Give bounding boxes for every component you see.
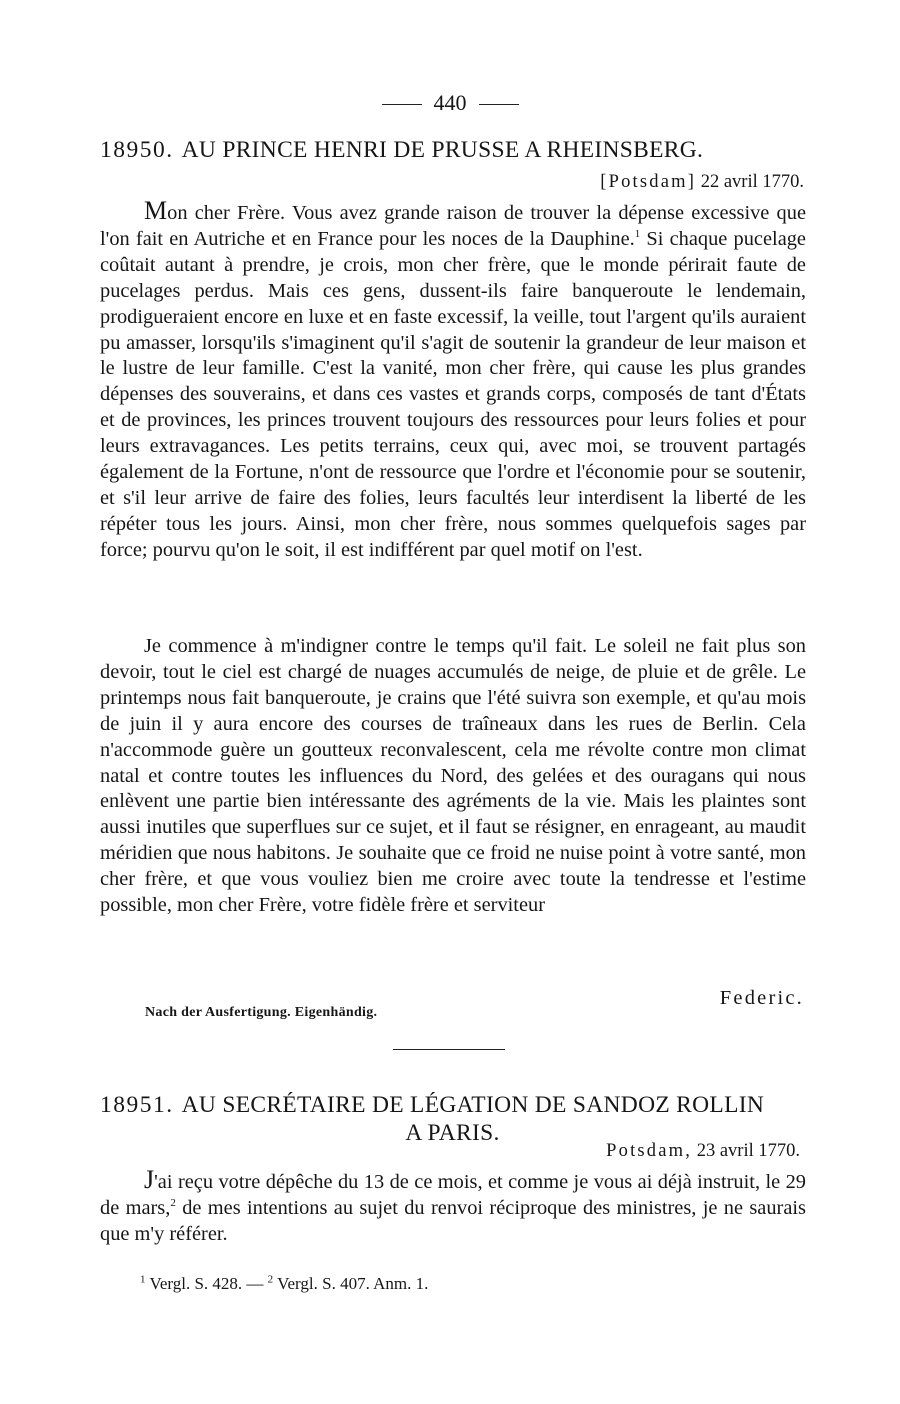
letter-1-source-note: Nach der Ausfertigung. Eigenhändig. (145, 1005, 378, 1020)
letter-2-paragraph-1 (100, 1167, 806, 1248)
section-divider (393, 1049, 505, 1050)
right-dash (479, 104, 519, 105)
letter-1-signature: Federic. (719, 987, 804, 1009)
letter-1-heading (100, 136, 805, 164)
footnote-1-text: Vergl. S. 428. — (145, 1274, 268, 1293)
letter-1-paragraph-1 (100, 198, 806, 564)
letter-1-date: 22 avril 1770. (700, 172, 804, 192)
letter-2-paragraph-1-text: 'ai reçu votre dépêche du 13 de ce mois, et comme je vous ai déjà instruit, le 29 de mars, (100, 1171, 806, 1219)
left-dash (382, 104, 422, 105)
letter-2-number: 18951. (100, 1092, 174, 1118)
letter-1-initial: M (144, 196, 168, 225)
letter-2-heading (100, 1091, 805, 1119)
letter-2-paragraph-1-text-2: de mes intentions au sujet du renvoi réciproque des ministres, je ne saurais que m'y référer. (100, 1196, 806, 1245)
letter-2-title-line-2: A PARIS. (405, 1120, 500, 1146)
letter-2-initial: J (144, 1165, 155, 1194)
letter-1-paragraph-1-text-2: Si chaque pucelage coûtait autant à prendre, je crois, mon cher frère, que le monde périrait faute de pucelages perdus. Mais ces gens, dussent-ils faire banqueroute le lendemain, prodigueraient encore en luxe et en faste excessif, la veille, tout l'argent qu'ils auraient pu amasser, lorsqu'ils s'imaginent qu'il s'agit de soutenir la grandeur de leur maison et le lustre de leur famille. C'est la vanité, mon cher frère, qui cause les plus grandes dépenses des souverains, et dans ces vastes et grands corps, composés de tant d'États et de provinces, les princes trouvent toujours des ressources pour leurs folies et pour leurs extravagances. Les petits terrains, ceux qui, avec moi, se trouvent partagés également de la Fortune, n'ont de ressource que l'ordre et l'économie pour se soutenir, et s'il leur arrive de faire des folies, leurs facultés leur interdisent la liberté de les répéter tous les jours. Ainsi, mon cher frère, nous sommes quelquefois sages par force; pourvu qu'on le soit, il est indifférent par quel motif on l'est. (100, 227, 806, 561)
letter-1-paragraph-1-text: on cher Frère. Vous avez grande raison de trouver la dépense excessive que l'on fait en Autriche et en France pour les noces de la Dauphine. (100, 202, 806, 250)
letter-1-paragraph-2 (100, 634, 806, 919)
letter-2-title-line-1: AU SECRÉTAIRE DE LÉGATION DE SANDOZ ROLLIN (181, 1092, 765, 1118)
footnote-ref-2: 2 (170, 1197, 176, 1210)
footnotes (140, 1274, 428, 1294)
footnote-2-text: Vergl. S. 407. Anm. 1. (273, 1274, 429, 1293)
letter-1-place: [Potsdam] (600, 172, 697, 192)
footnote-ref-1: 1 (634, 228, 641, 241)
letter-1-paragraph-2-text: Je commence à m'indigner contre le temps qu'il fait. Le soleil ne fait plus son devoir, tout le ciel est chargé de nuages accumulés de neige, de pluie et de grêle. Le printemps nous fait banqueroute, je crains que l'été suivra son exemple, et qu'au mois de juin il y aura encore des courses de traîneaux dans les rues de Berlin. Cela n'accommode guère un goutteux reconvalescent, cela me révolte contre mon climat natal et contre toutes les influences du Nord, des gelées et des ouragans qui nous enlèvent une partie bien intéressante des agréments de la vie. Mais les plaintes sont aussi inutiles que superflues sur ce sujet, et il faut se résigner, en enrageant, au maudit méridien que nous habitons. Je souhaite que ce froid ne nuise point à votre santé, mon cher frère, et que vous vouliez bien me croire avec toute la tendresse et l'estime possible, mon cher Frère, votre fidèle frère et serviteur (100, 635, 806, 917)
letter-2-dateline (606, 1141, 800, 1162)
page-number-line (0, 90, 900, 116)
footnote-mark-1: 1 (140, 1273, 146, 1286)
letter-1-dateline (600, 172, 804, 193)
letter-2-place: Potsdam, (606, 1141, 693, 1161)
letter-1-title: AU PRINCE HENRI DE PRUSSE A RHEINSBERG. (181, 137, 704, 163)
footnote-mark-2: 2 (267, 1273, 274, 1286)
page-number: 440 (433, 90, 467, 115)
letter-1-number: 18950. (100, 137, 174, 163)
letter-2-date: 23 avril 1770. (696, 1141, 800, 1161)
